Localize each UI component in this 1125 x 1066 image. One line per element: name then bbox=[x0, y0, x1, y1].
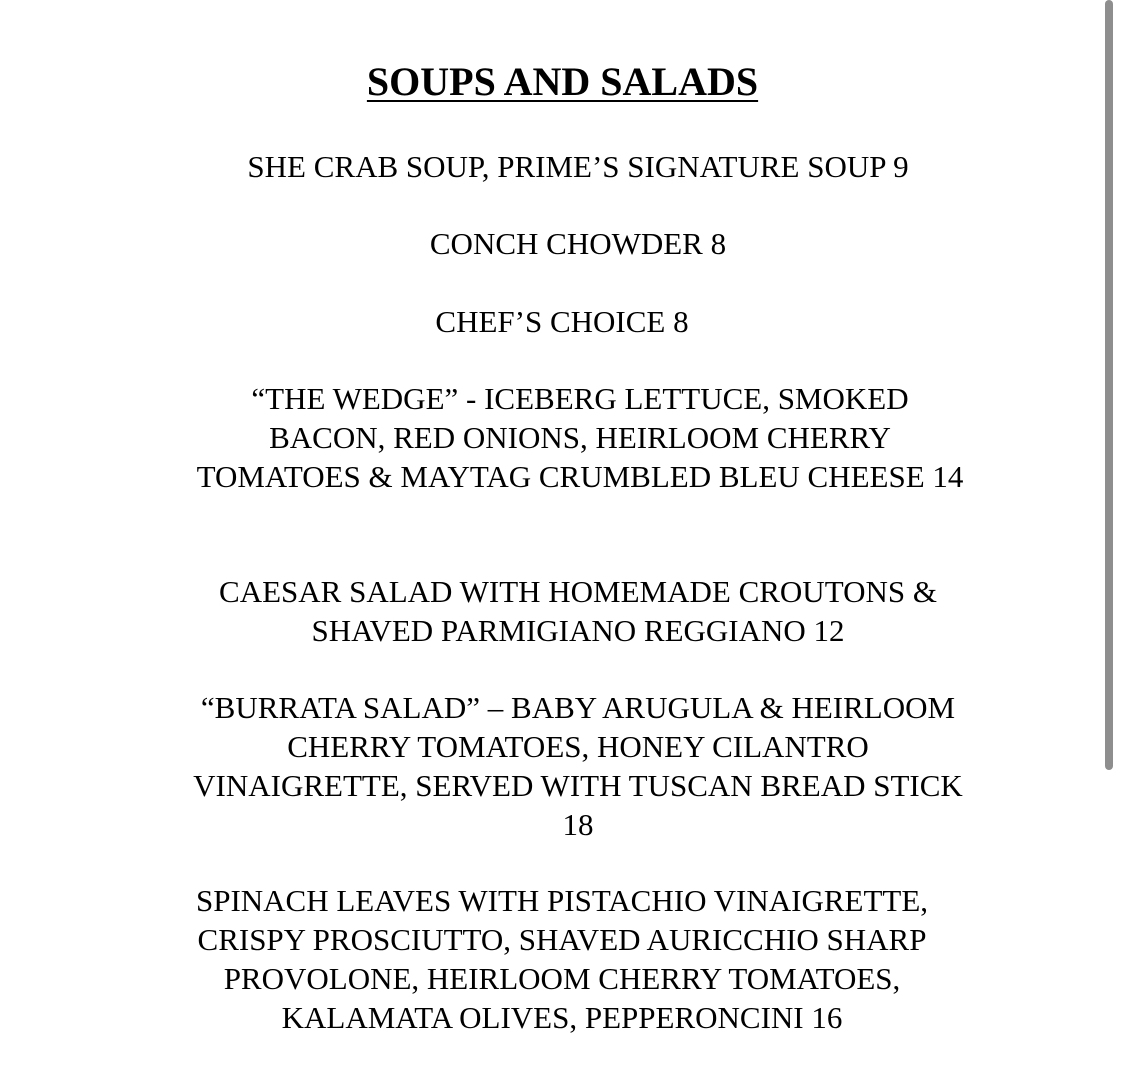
menu-item-spinach-salad bbox=[0, 881, 1125, 1037]
menu-item-line: SHE CRAB SOUP, PRIME’S SIGNATURE SOUP 9 bbox=[247, 149, 909, 184]
menu-item-line: “THE WEDGE” - ICEBERG LETTUCE, SMOKED bbox=[251, 381, 909, 416]
menu-item-line: CHERRY TOMATOES, HONEY CILANTRO bbox=[287, 729, 869, 764]
menu-item-line: CAESAR SALAD WITH HOMEMADE CROUTONS & bbox=[219, 574, 937, 609]
menu-item-line: 18 bbox=[562, 807, 594, 842]
menu-section-title: SOUPS AND SALADS bbox=[366, 59, 759, 104]
menu-item-burrata-salad bbox=[0, 688, 1125, 844]
menu-item-chefs-choice bbox=[0, 302, 1125, 341]
menu-item-the-wedge bbox=[0, 379, 1125, 496]
vertical-scrollbar[interactable] bbox=[1103, 0, 1125, 1066]
menu-item-line: KALAMATA OLIVES, PEPPERONCINI 16 bbox=[281, 1000, 843, 1035]
menu-item-line: CONCH CHOWDER 8 bbox=[429, 226, 727, 261]
menu-item-she-crab-soup bbox=[0, 147, 1125, 186]
menu-item-caesar-salad bbox=[0, 572, 1125, 650]
menu-item-line: VINAIGRETTE, SERVED WITH TUSCAN BREAD STICK bbox=[193, 768, 963, 803]
menu-item-line: “BURRATA SALAD” – BABY ARUGULA & HEIRLOOM bbox=[200, 690, 956, 725]
scrollbar-thumb[interactable] bbox=[1105, 0, 1113, 770]
menu-item-line: SPINACH LEAVES WITH PISTACHIO VINAIGRETTE, bbox=[195, 883, 929, 918]
menu-item-line: PROVOLONE, HEIRLOOM CHERRY TOMATOES, bbox=[223, 961, 901, 996]
menu-item-line: SHAVED PARMIGIANO REGGIANO 12 bbox=[311, 613, 845, 648]
menu-item-line: CRISPY PROSCIUTTO, SHAVED AURICCHIO SHARP bbox=[197, 922, 927, 957]
menu-item-line: BACON, RED ONIONS, HEIRLOOM CHERRY bbox=[269, 420, 891, 455]
menu-item-line: CHEF’S CHOICE 8 bbox=[435, 304, 689, 339]
menu-item-conch-chowder bbox=[0, 224, 1125, 263]
menu-item-line: TOMATOES & MAYTAG CRUMBLED BLEU CHEESE 14 bbox=[196, 459, 964, 494]
